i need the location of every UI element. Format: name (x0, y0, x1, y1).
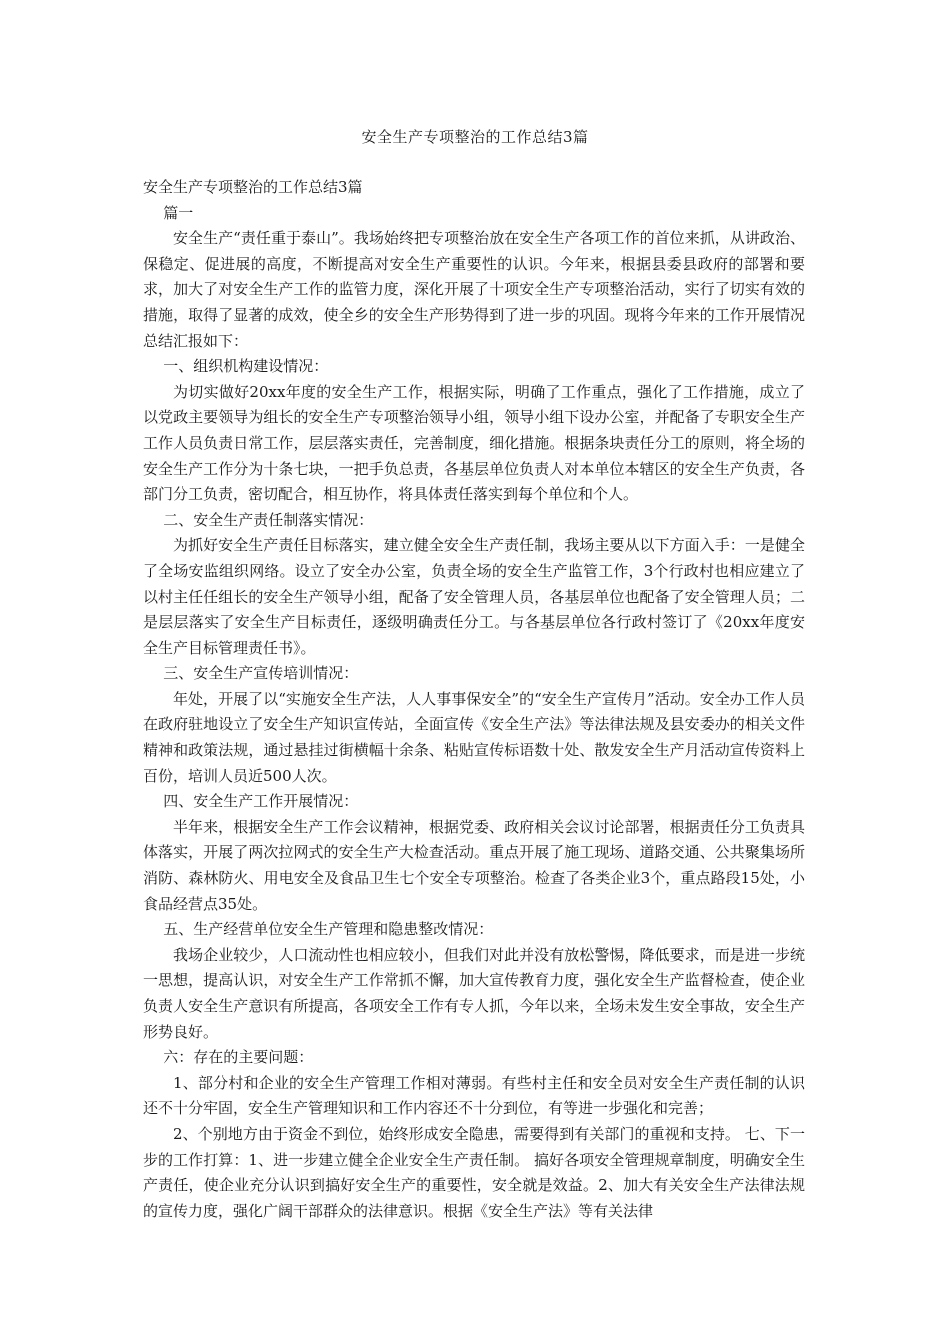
document-subtitle: 安全生产专项整治的工作总结3篇 (143, 178, 363, 196)
section-heading: 五、生产经营单位安全生产管理和隐患整改情况： (163, 920, 494, 939)
document-body (143, 175, 805, 1224)
section-heading: 二、安全生产责任制落实情况： (163, 510, 374, 529)
intro-paragraph: 安全生产“责任重于泰山”。我场始终把专项整治放在安全生产各项工作的首位来抓，从讲政治、保稳定、促进展的高度，不断提高对安全生产重要性的认识。今年来，根据县委县政府的部署和要求，加大了对安全生产工作的监管力度，深化开展了十项安全生产专项整治活动，实行了切实有效的措施，取得了显著的成效，使全乡的安全生产形势得到了进一步的巩固。现将今年来的工作开展情况总结汇报如下： (143, 229, 805, 350)
part-label: 篇一 (163, 203, 194, 222)
section-paragraph: 我场企业较少，人口流动性也相应较小，但我们对此并没有放松警惕，降低要求，而是进一步统一思想，提高认识，对安全生产工作常抓不懈，加大宣传教育力度，强化安全生产监督检查，使企业负责人安全生产意识有所提高，各项安全工作有专人抓，今年以来，全场未发生安全事故，安全生产形势良好。 (143, 945, 805, 1041)
section-paragraph: 半年来，根据安全生产工作会议精神，根据党委、政府相关会议讨论部署，根据责任分工负责具体落实，开展了两次拉网式的安全生产大检查活动。重点开展了施工现场、道路交通、公共聚集场所消防、森林防火、用电安全及食品卫生七个安全专项整治。检查了各类企业3个，重点路段15处，小食品经营点35处。 (143, 817, 805, 913)
section-paragraph: 为抓好安全生产责任目标落实，建立健全安全生产责任制，我场主要从以下方面入手：一是健全了全场安监组织网络。设立了安全办公室，负责全场的安全生产监管工作，3个行政村也相应建立了以村主任任组长的安全生产领导小组，配备了安全管理人员，各基层单位也配备了安全管理人员；二是层层落实了安全生产目标责任，逐级明确责任分工。与各基层单位各行政村签订了《20xx年度安全生产目标管理责任书》。 (143, 536, 805, 657)
document-title: 安全生产专项整治的工作总结3篇 (361, 128, 589, 146)
section-heading: 一、组织机构建设情况： (163, 357, 329, 376)
section-paragraph: 年处，开展了以“实施安全生产法，人人事事保安全”的“安全生产宣传月”活动。安全办工作人员在政府驻地设立了安全生产知识宣传站，全面宣传《安全生产法》等法律法规及县安委办的相关文件精神和政策法规，通过悬挂过街横幅十余条、粘贴宣传标语数十处、散发安全生产月活动宣传资料上百份，培训人员近500人次。 (143, 689, 805, 785)
section-heading: 四、安全生产工作开展情况： (163, 792, 359, 811)
problem-item-2: 2、个别地方由于资金不到位，始终形成安全隐患，需要得到有关部门的重视和支持。 七、下一步的工作打算：1、进一步建立健全企业安全生产责任制。 搞好各项安全管理规章制度，明确安全生产责任，使企业充分认识到搞好安全生产的重要性，安全就是效益。2、加大有关安全生产法律法规的宣传力度，强化广阔干部群众的法律意识。根据《安全生产法》等有关法律 (143, 1124, 805, 1220)
problem-item-1: 1、部分村和企业的安全生产管理工作相对薄弱。有些村主任和安全员对安全生产责任制的认识还不十分牢固，安全生产管理知识和工作内容还不十分到位，有等进一步强化和完善； (143, 1073, 805, 1118)
section-heading: 三、安全生产宣传培训情况： (163, 664, 359, 683)
section-paragraph: 为切实做好20xx年度的安全生产工作，根据实际，明确了工作重点，强化了工作措施，成立了以党政主要领导为组长的安全生产专项整治领导小组，领导小组下设办公室，并配备了专职安全生产工作人员负责日常工作，层层落实责任，完善制度，细化措施。根据条块责任分工的原则，将全场的安全生产工作分为十条七块，一把手负总责，各基层单位负责人对本单位本辖区的安全生产负责，各部门分工负责，密切配合，相互协作，将具体责任落实到每个单位和个人。 (143, 382, 805, 504)
problems-heading: 六：存在的主要问题： (163, 1048, 314, 1067)
